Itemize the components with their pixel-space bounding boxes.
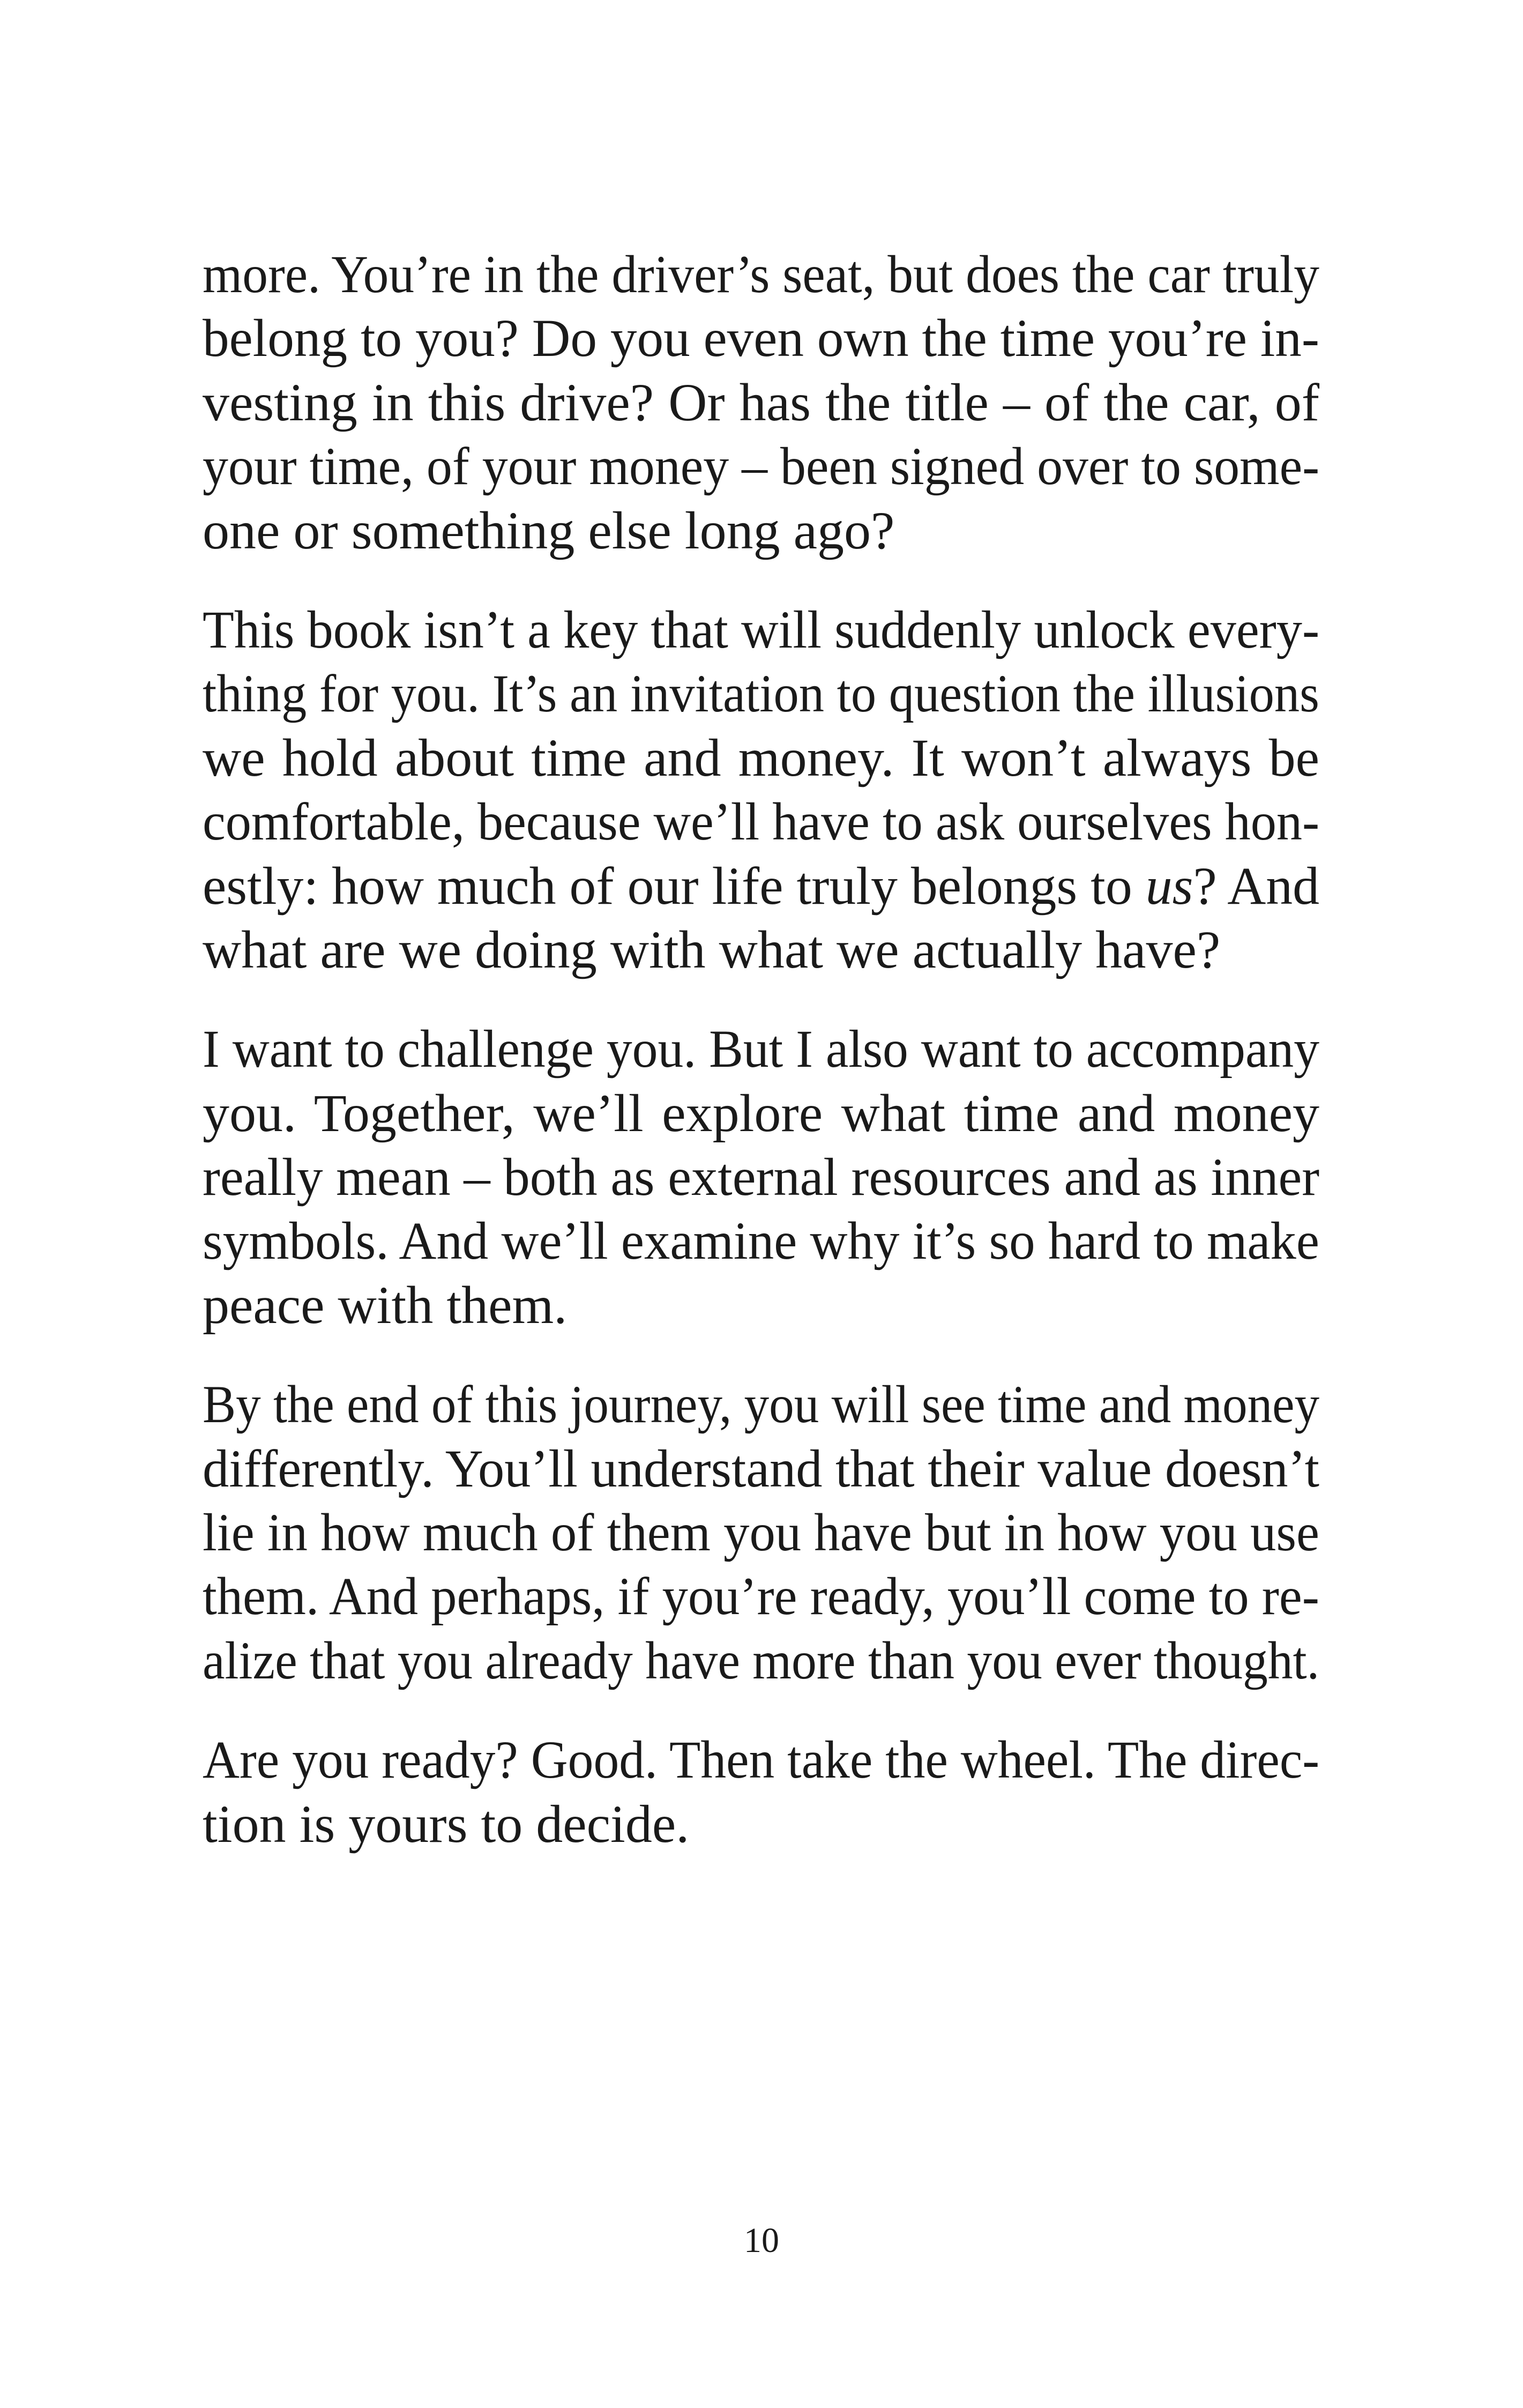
italic-emphasis: us [1145,856,1193,916]
page-number: 10 [744,2221,779,2260]
text-segment: tion is yours to decide. [203,1794,690,1854]
text-line [203,662,1319,725]
text-segment: lie in how much of them you have but in how you use [203,1503,1319,1563]
text-segment: what are we doing with what we actually have? [203,919,1221,979]
text-line [203,1437,1319,1500]
text-line [203,1792,1319,1856]
text-line [203,790,1319,853]
text-segment: them. And perhaps, if you’re ready, you’ll come to re- [203,1566,1319,1626]
text-line [203,1273,1319,1337]
text-line [203,1081,1319,1145]
text-line [203,1629,1319,1692]
text-segment: peace with them. [203,1275,568,1335]
text-line [203,1145,1319,1209]
text-segment: ? And [1193,856,1320,916]
text-line [203,1372,1319,1436]
text-segment: Are you ready? Good. Then take the wheel. The direc- [203,1730,1320,1790]
text-line [203,242,1319,306]
text-line [203,726,1319,790]
paragraph [203,1728,1319,1856]
text-segment: symbols. And we’ll examine why it’s so hard to make [203,1211,1319,1271]
text-segment: more. You’re in the driver’s seat, but does the car truly [203,244,1319,304]
text-segment: alize that you already have more than you ever thought. [203,1630,1319,1690]
text-segment: your time, of your money – been signed over to some- [203,436,1320,496]
text-segment: thing for you. It’s an invitation to question the illusions [203,664,1319,724]
text-line [203,1564,1319,1628]
text-line [203,306,1319,370]
text-line [203,918,1319,982]
text-segment: comfortable, because we’ll have to ask ourselves hon- [203,792,1320,852]
paragraph [203,598,1319,982]
text-line [203,1209,1319,1273]
text-line [203,499,1319,562]
text-segment: you. Together, we’ll explore what time and money [203,1083,1319,1143]
text-line [203,854,1319,918]
text-line [203,1728,1319,1792]
text-segment: By the end of this journey, you will see time and money [203,1374,1320,1435]
text-segment: one or something else long ago? [203,500,895,560]
paragraph [203,242,1319,562]
text-line [203,370,1319,434]
text-segment: estly: how much of our life truly belongs to [203,856,1146,916]
paragraph [203,1017,1319,1337]
body-text [203,242,1319,1891]
text-line [203,434,1319,498]
text-segment: vesting in this drive? Or has the title – of the car, of [203,372,1319,432]
text-segment: This book isn’t a key that will suddenly unlock every- [203,599,1320,659]
text-segment: differently. You’ll understand that their value doesn’t [203,1438,1319,1498]
text-segment: belong to you? Do you even own the time you’re in- [203,308,1319,368]
text-segment: really mean – both as external resources and as inner [203,1147,1320,1207]
text-segment: we hold about time and money. It won’t always be [203,727,1319,787]
text-line [203,598,1319,662]
paragraph [203,1372,1319,1692]
text-line [203,1500,1319,1564]
text-line [203,1017,1319,1081]
text-segment: I want to challenge you. But I also want to accompany [203,1019,1320,1079]
